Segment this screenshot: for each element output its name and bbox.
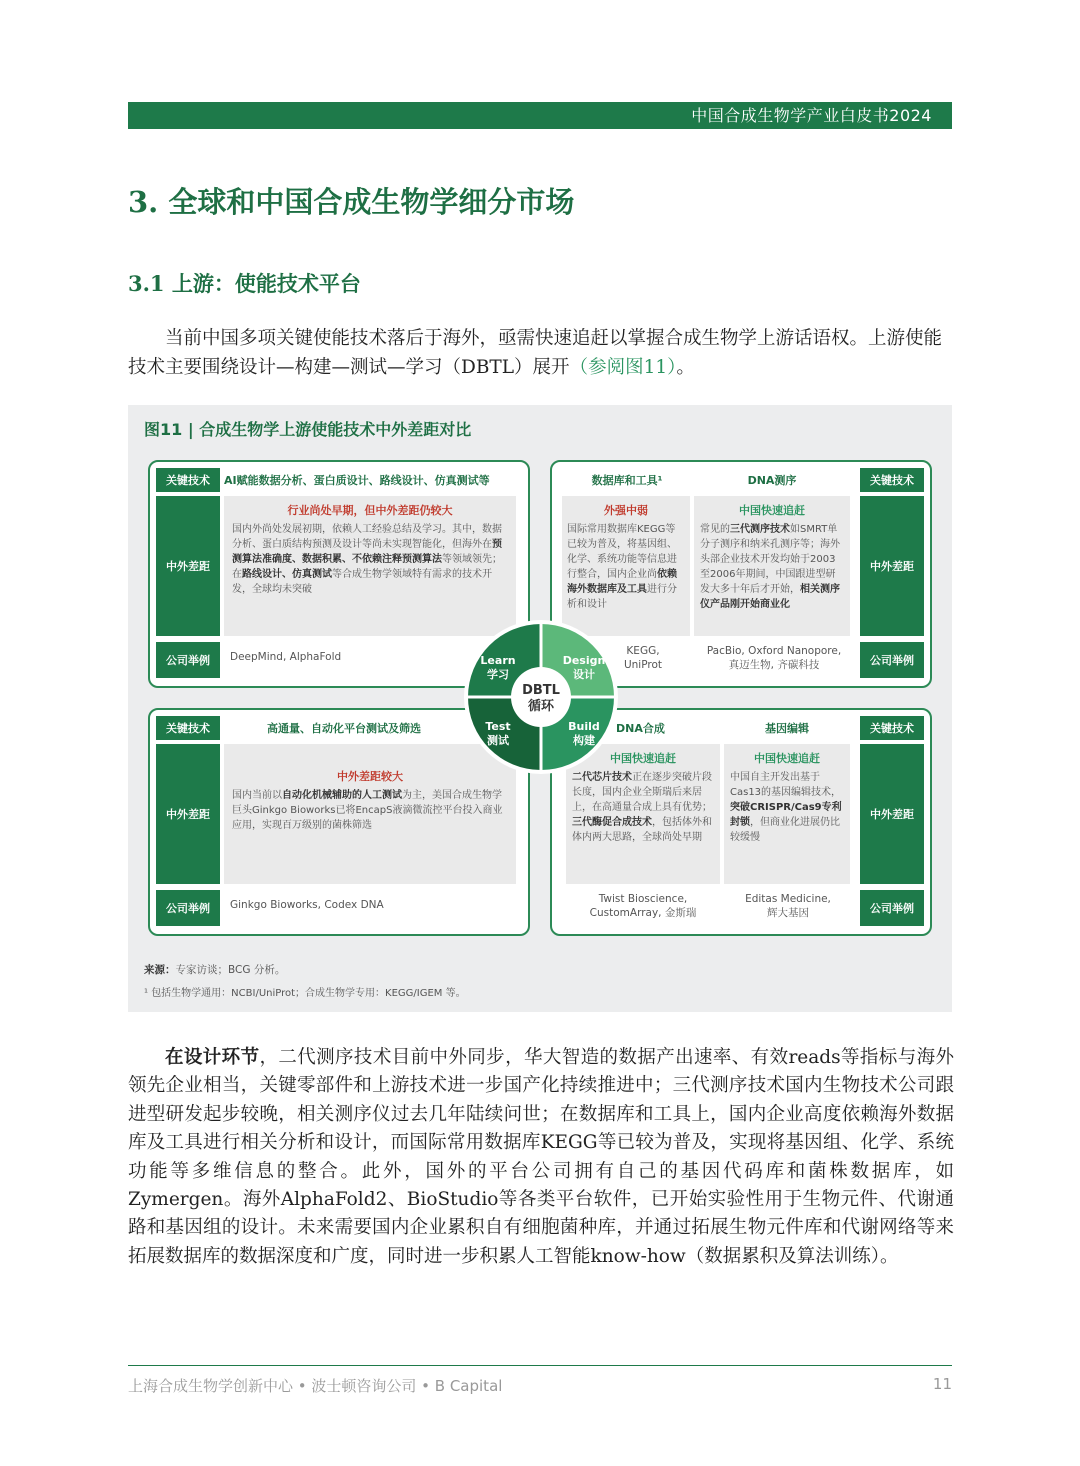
text-fragment: 国内外尚处发展初期，依赖人工经验总结及学习。其中，数据分析、蛋白质结构预测及设计等尚未实现智能化，但海外在 xyxy=(232,524,502,550)
learn-col2-gap-title: 中国快速追赶 xyxy=(739,504,805,517)
text-fragment: 常见的 xyxy=(700,524,730,535)
design-gap-text xyxy=(224,522,516,597)
label-key-tech: 关键技术 xyxy=(156,468,220,492)
text-fragment: 国内当前以 xyxy=(232,790,282,801)
label-gap: 中外差距 xyxy=(156,744,220,884)
build-label-en: Build xyxy=(568,720,600,733)
build-col1-gap-title: 中国快速追赶 xyxy=(610,752,676,765)
label-company: 公司举例 xyxy=(156,642,220,678)
body-bold-lead: 在设计环节 xyxy=(165,1047,260,1068)
learn-col1-tech: 数据库和工具¹ xyxy=(591,474,663,487)
source-label: 来源： xyxy=(144,964,176,976)
text-fragment: 正在逐步突破片段长度，国内企业全斯瑞后来居上，在高通量合成上具有优势； xyxy=(572,772,712,813)
footer-divider xyxy=(128,1365,952,1366)
chapter-title: 3. 全球和中国合成生物学细分市场 xyxy=(128,185,575,219)
design-companies: DeepMind, AlphaFold xyxy=(230,651,342,663)
test-gap-title: 中外差距较大 xyxy=(337,770,403,783)
label-gap: 中外差距 xyxy=(156,496,220,636)
label-company: 公司举例 xyxy=(860,890,924,926)
header-title: 中国合成生物学产业白皮书2024 xyxy=(691,106,932,125)
text-emphasis: 二代芯片技术 xyxy=(572,772,632,783)
text-fragment: ，但商业化进展仍比较缓慢 xyxy=(730,817,840,843)
text-emphasis: 突破CRISPR/Cas9专利封锁 xyxy=(730,802,842,828)
learn-label-cn: 学习 xyxy=(487,668,509,681)
section-title: 3.1 上游：使能技术平台 xyxy=(128,271,361,296)
test-label-en: Test xyxy=(485,720,511,733)
learn-col1-box xyxy=(562,496,690,636)
learn-col2-box xyxy=(694,496,850,636)
figure-footnote: ¹ 包括生物学通用：NCBI/UniProt；合成生物学专用：KEGG/IGEM 等。 xyxy=(144,988,466,999)
learn-col2-companies: PacBio, Oxford Nanopore, 真迈生物, 齐碳科技 xyxy=(706,645,842,671)
text-fragment: 等领域领先；在 xyxy=(232,554,502,580)
text-fragment: 国际常用数据库KEGG等已较为普及，将基因组、化学、系统功能等信息进行整合，国内企业尚 xyxy=(567,524,677,580)
text-emphasis: 三代酶促合成技术 xyxy=(572,817,652,828)
learn-col2-gap-text xyxy=(694,522,850,612)
test-companies: Ginkgo Bioworks, Codex DNA xyxy=(230,899,384,911)
design-label-cn: 设计 xyxy=(573,668,595,681)
build-col2-gap-text xyxy=(724,770,850,845)
figure-reference-link[interactable]: （参阅图11） xyxy=(569,357,677,378)
label-company: 公司举例 xyxy=(860,642,924,678)
text-emphasis: 依赖海外数据库及工具 xyxy=(567,569,677,595)
text-emphasis: 相关测序仪产品刚开始商业化 xyxy=(700,584,840,610)
learn-label-en: Learn xyxy=(480,654,516,667)
text-emphasis: 三代测序技术 xyxy=(730,524,790,535)
dbtl-center-en: DBTL xyxy=(522,683,560,698)
text-fragment: 为主，美国合成生物学巨头Ginkgo Bioworks已将EncapS液滴微流控平台投入商业应用，实现百万级别的菌株筛选 xyxy=(232,790,503,831)
dbtl-center-cn: 循环 xyxy=(527,699,555,714)
learn-col1-gap-text xyxy=(562,522,690,612)
intro-text: 当前中国多项关键使能技术落后于海外，亟需快速追赶以掌握合成生物学上游话语权。上游使能技术主要围绕设计—构建—测试—学习（DBTL）展开 xyxy=(128,328,943,378)
text-fragment: 中国自主开发出基于Cas13的基因编辑技术， xyxy=(730,772,842,798)
text-fragment: ，包括体外和体内两大思路，全球尚处早期 xyxy=(572,817,712,843)
text-fragment: 如SMRT单分子测序和纳米孔测序等；海外头部企业技术开发均始于2003至2006年期间，中国跟进型研发大多十年后才开始， xyxy=(700,524,840,595)
figure-11 xyxy=(128,405,952,1012)
text-fragment: 等合成生物学领域特有需求的技术开发，全球均未突破 xyxy=(232,569,492,595)
dbtl-cycle-diagram xyxy=(462,618,620,776)
design-gap-box xyxy=(224,496,516,636)
learn-col1-companies: KEGG, UniProt xyxy=(623,645,663,671)
design-tech: AI赋能数据分析、蛋白质设计、路线设计、仿真测试等 xyxy=(224,474,490,487)
label-company: 公司举例 xyxy=(156,890,220,926)
build-col2-gap-title: 中国快速追赶 xyxy=(754,752,820,765)
learn-col2-tech: DNA测序 xyxy=(747,474,797,487)
text-emphasis: 自动化机械辅助的人工测试 xyxy=(282,790,402,801)
design-label-en: Design xyxy=(562,654,606,667)
learn-col1-gap-title: 外强中弱 xyxy=(604,504,648,517)
header-bar xyxy=(128,102,952,129)
body-text: ，二代测序技术目前中外同步，华大智造的数据产出速率、有效reads等指标与海外领先企业相当，关键零部件和上游技术进一步国产化持续推进中；三代测序技术国内生物技术公司跟进型研发起步较晚，相关测序仪过去几年陆续问世；在数据库和工具上，国内企业高度依赖海外数据库及工具进行相关分析和设计，而国际常用数据库KEGG等已较为普及，实现将基因组、化学、系统功能等多维信息的整合。此外，国外的平台公司拥有自己的基因代码库和菌株数据库，如Zymergen。海外AlphaFold2、BioStudio等各类平台软件，已开始实验性用于生物元件、代谢通路和基因组的设计。未来需要国内企业累积自有细胞菌种库，并通过拓展生物元件库和代谢网络等来拓展数据库的数据深度和广度，同时进一步积累人工智能know-how（数据累积及算法训练）。 xyxy=(128,1047,954,1267)
figure-title: 图11 | 合成生物学上游使能技术中外差距对比 xyxy=(144,420,472,439)
build-col2-companies: Editas Medicine, 辉大基因 xyxy=(745,893,831,919)
build-label-cn: 构建 xyxy=(573,734,595,747)
label-key-tech: 关键技术 xyxy=(156,716,220,740)
build-col2-box xyxy=(724,744,850,884)
build-col2-tech: 基因编辑 xyxy=(765,722,809,735)
label-key-tech: 关键技术 xyxy=(860,716,924,740)
footer-organizations: 上海合成生物学创新中心 • 波士顿咨询公司 • B Capital xyxy=(128,1377,503,1395)
label-key-tech: 关键技术 xyxy=(860,468,924,492)
label-gap: 中外差距 xyxy=(860,744,924,884)
test-tech: 高通量、自动化平台测试及筛选 xyxy=(267,722,421,735)
design-gap-title: 行业尚处早期，但中外差距仍较大 xyxy=(287,504,453,517)
label-gap: 中外差距 xyxy=(860,496,924,636)
figure-source xyxy=(144,962,285,977)
page-number: 11 xyxy=(932,1375,952,1393)
text-emphasis: 路线设计、仿真测试 xyxy=(242,569,332,580)
source-text: 专家访谈；BCG 分析。 xyxy=(175,964,286,976)
build-col1-gap-text xyxy=(566,770,720,845)
build-col1-tech: DNA合成 xyxy=(616,722,665,735)
body-paragraph xyxy=(128,1044,954,1271)
intro-paragraph xyxy=(128,324,954,382)
text-fragment: 进行分析和设计 xyxy=(567,584,677,610)
text-emphasis: 预测算法准确度、数据积累、不依赖注释预测算法 xyxy=(232,539,502,565)
test-gap-text xyxy=(224,788,516,833)
build-col1-companies: Twist Bioscience, CustomArray, 金斯瑞 xyxy=(589,893,697,919)
intro-end: 。 xyxy=(676,357,695,378)
test-label-cn: 测试 xyxy=(487,734,509,747)
